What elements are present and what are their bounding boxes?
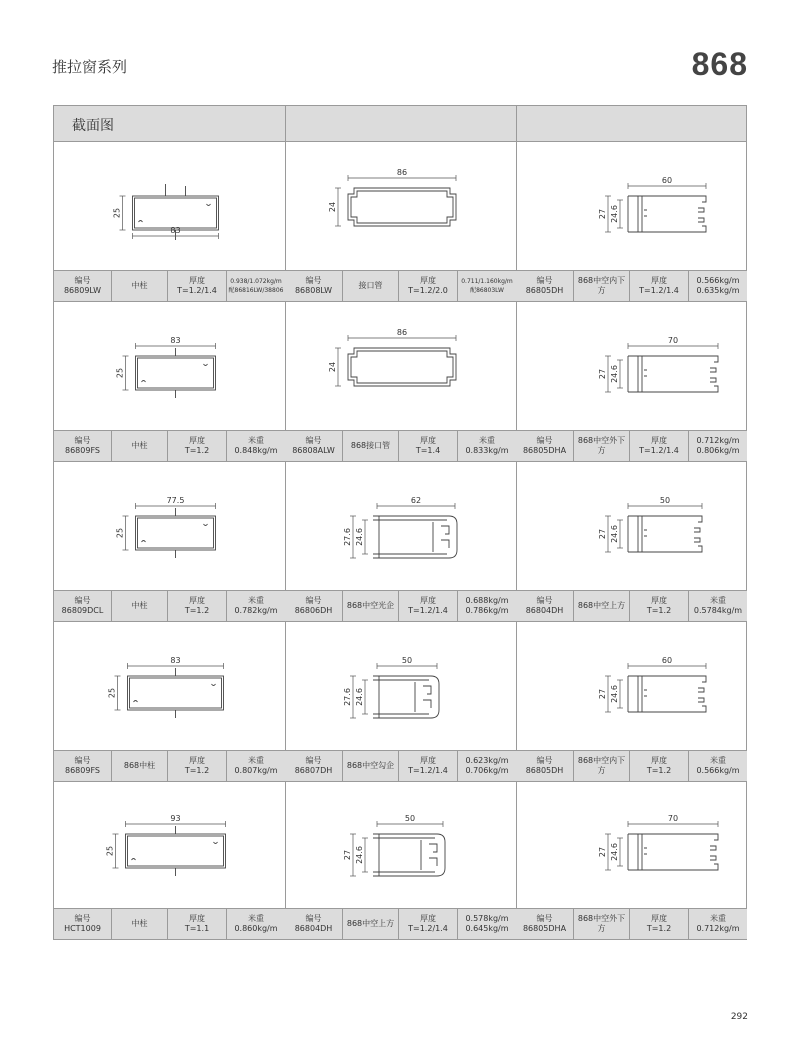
profile-weight-text: 米重	[248, 756, 264, 765]
profile-code	[54, 909, 111, 939]
width-dimension	[628, 656, 706, 669]
inner-height-dimension	[610, 680, 623, 708]
profile-weight-text: 0.706kg/m	[465, 766, 509, 775]
profile-drawing	[54, 142, 285, 270]
profile-thickness-text: 厚度	[420, 436, 436, 445]
profile-name-text: 868中空外下方	[577, 436, 626, 455]
profile-weight-text: 0.623kg/m	[465, 756, 509, 765]
height-dimension	[328, 188, 341, 226]
profile-thickness	[399, 751, 457, 781]
profile-cell	[54, 622, 285, 782]
profile-info-row	[54, 590, 285, 622]
dimension-label: 27	[598, 846, 607, 858]
profile-drawing	[516, 780, 747, 908]
profile-weight-text: 米重	[248, 914, 264, 923]
dimension-label: 83	[170, 336, 181, 345]
profile-code-text: 编号	[305, 914, 322, 923]
dimension-label: 25	[115, 367, 125, 379]
inner-height-dimension	[610, 838, 623, 866]
profile-info-row	[54, 750, 285, 782]
profile-code-text: 编号	[74, 914, 91, 923]
series-title: 推拉窗系列	[52, 58, 128, 76]
dimension-label: 50	[404, 814, 416, 823]
profile-info-row	[285, 750, 516, 782]
page-number: 292	[730, 1012, 748, 1022]
profile-code	[54, 591, 111, 621]
profile-thickness-text: T=1.2	[184, 766, 210, 775]
profile-thickness	[399, 591, 457, 621]
profile-weight-text: 0.645kg/m	[465, 924, 509, 933]
dimension-label: 24.6	[610, 525, 619, 543]
profile-thickness-text: T=1.4	[415, 446, 441, 455]
profile-cell	[54, 462, 285, 622]
profile-weight-text: 0.712kg/m	[696, 924, 740, 933]
width-dimension	[136, 496, 216, 509]
profile-weight	[688, 751, 747, 781]
profile-info-row	[285, 908, 516, 940]
width-dimension	[377, 656, 437, 669]
profile-name	[111, 431, 168, 461]
profile-code	[516, 431, 573, 461]
profile-code-text: 86805DH	[525, 766, 564, 775]
profile-code	[54, 271, 111, 301]
profile-drawing	[285, 780, 516, 908]
inner-height-dimension	[610, 520, 623, 548]
dimension-label: 70	[667, 814, 679, 823]
profile-name-text: 868中柱	[123, 761, 156, 770]
profile-name	[573, 271, 630, 301]
profile-info-row	[516, 270, 747, 302]
profile-cell	[285, 302, 516, 462]
profile-cell	[285, 780, 516, 940]
dimension-label: 27	[598, 208, 607, 220]
profile-code-text: 编号	[305, 756, 322, 765]
dimension-label: 24.6	[610, 685, 619, 703]
profile-name	[111, 591, 168, 621]
profile-drawing	[285, 302, 516, 430]
profile-name-text: 868中空内下方	[577, 276, 626, 295]
profile-code-text: 编号	[536, 914, 553, 923]
profile-cross-section	[136, 508, 216, 558]
series-number: 868	[691, 46, 748, 82]
profile-name	[111, 751, 168, 781]
profile-thickness-text: T=1.2	[646, 924, 672, 933]
profile-info-row	[54, 430, 285, 462]
profile-info-row	[516, 430, 747, 462]
height-dimension	[108, 676, 121, 710]
profile-thickness-text: T=1.2	[184, 446, 210, 455]
dimension-label: 77.5	[166, 496, 185, 505]
dimension-label: 24	[328, 361, 337, 373]
profile-code-text: 86808LW	[294, 286, 333, 295]
profile-code-text: 86809DCL	[61, 606, 104, 615]
inner-height-dimension	[355, 838, 368, 872]
profile-name-text: 868中空光企	[346, 601, 395, 610]
profile-name-text: 868中空外下方	[577, 914, 626, 933]
profile-name	[573, 591, 630, 621]
profile-code	[516, 271, 573, 301]
profile-cross-section	[126, 826, 226, 876]
inner-height-dimension	[355, 680, 368, 714]
profile-thickness	[630, 909, 688, 939]
width-dimension	[628, 496, 702, 509]
dimension-label: 93	[170, 814, 181, 823]
profile-thickness-text: 厚度	[189, 756, 205, 765]
profile-thickness-text: T=1.2/1.4	[639, 286, 679, 295]
profile-weight-text: 0.848kg/m	[234, 446, 278, 455]
profile-weight-text: 0.807kg/m	[234, 766, 278, 775]
width-dimension	[348, 168, 456, 181]
profile-name-text: 868中空上方	[346, 919, 395, 928]
width-dimension	[136, 336, 216, 349]
profile-weight	[457, 271, 516, 301]
profile-code-text: 86804DH	[525, 606, 564, 615]
profile-weight	[688, 591, 747, 621]
profile-name	[573, 751, 630, 781]
profile-code-text: 编号	[536, 276, 553, 285]
profile-thickness-text: 厚度	[651, 436, 667, 445]
profile-cell	[516, 142, 747, 302]
profile-weight-text: 0.786kg/m	[465, 606, 509, 615]
width-dimension	[377, 814, 443, 827]
profile-weight-text: 米重	[479, 436, 495, 445]
profile-cell	[54, 780, 285, 940]
profile-name	[342, 751, 399, 781]
profile-name-text: 中柱	[131, 441, 148, 450]
profile-name	[573, 431, 630, 461]
profile-thickness	[399, 909, 457, 939]
profile-code-text: 编号	[74, 276, 91, 285]
inner-height-dimension	[610, 360, 623, 388]
dimension-label: 83	[170, 226, 181, 235]
profile-weight-text: 0.833kg/m	[465, 446, 509, 455]
dimension-label: 25	[112, 207, 122, 219]
profile-drawing	[516, 302, 747, 430]
profile-thickness-text: 厚度	[651, 596, 667, 605]
height-dimension	[116, 356, 129, 390]
profile-code-text: 86808ALW	[292, 446, 335, 455]
section-label: 截面图	[72, 118, 114, 134]
profile-thickness-text: T=1.2	[646, 606, 672, 615]
profile-weight	[457, 431, 516, 461]
dimension-label: 50	[401, 656, 413, 665]
profile-drawing	[54, 302, 285, 430]
dimension-label: 24.6	[355, 528, 364, 546]
profile-info-row	[54, 908, 285, 940]
height-dimension	[106, 834, 119, 868]
profile-cross-section	[628, 516, 702, 552]
profile-weight-text: 米重	[248, 436, 264, 445]
profile-code-text: 编号	[305, 436, 322, 445]
profile-thickness-text: 厚度	[189, 436, 205, 445]
profile-info-row	[516, 908, 747, 940]
profile-cell	[285, 142, 516, 302]
profile-code	[516, 909, 573, 939]
profile-thickness	[168, 751, 226, 781]
profile-cross-section	[128, 668, 224, 718]
profile-name	[111, 271, 168, 301]
profile-thickness-text: T=1.2/1.4	[408, 924, 448, 933]
dimension-label: 60	[661, 656, 673, 665]
profile-drawing	[516, 142, 747, 270]
profile-code	[516, 751, 573, 781]
profile-thickness-text: T=1.1	[184, 924, 210, 933]
profile-cell	[516, 302, 747, 462]
profile-thickness-text: T=1.2	[646, 766, 672, 775]
profile-thickness	[168, 271, 226, 301]
profile-thickness	[399, 431, 457, 461]
dimension-label: 86	[396, 328, 408, 337]
profile-code-text: 86804DH	[294, 924, 333, 933]
profile-thickness-text: 厚度	[420, 596, 436, 605]
dimension-label: 24.6	[355, 688, 364, 706]
profile-weight	[226, 751, 285, 781]
profile-code-text: 86806DH	[294, 606, 333, 615]
width-dimension	[628, 176, 706, 189]
profile-thickness	[399, 271, 457, 301]
profile-weight-text: 米重	[710, 596, 726, 605]
profile-thickness-text: T=1.2/2.0	[408, 286, 448, 295]
profile-code-text: 编号	[536, 436, 553, 445]
profile-cell	[285, 622, 516, 782]
width-dimension	[377, 496, 455, 509]
dimension-label: 27	[343, 849, 352, 861]
dimension-label: 25	[115, 527, 125, 539]
profile-cross-section	[628, 834, 718, 870]
profile-name-text: 中柱	[131, 919, 148, 928]
profile-thickness-text: 厚度	[651, 914, 667, 923]
profile-name-text: 868中空内下方	[577, 756, 626, 775]
inner-height-dimension	[610, 200, 623, 228]
dimension-label: 70	[667, 336, 679, 345]
profile-thickness-text: T=1.2/1.4	[408, 766, 448, 775]
profile-name-text: 中柱	[131, 281, 148, 290]
profile-thickness-text: 厚度	[651, 756, 667, 765]
profile-cross-section	[373, 516, 457, 558]
table-header-bar	[54, 105, 746, 142]
profile-code	[285, 591, 342, 621]
profile-cross-section	[348, 348, 456, 386]
profile-weight	[457, 751, 516, 781]
dimension-label: 24	[328, 201, 337, 213]
profile-name	[342, 591, 399, 621]
profile-info-row	[516, 750, 747, 782]
profile-code-text: 86809FS	[65, 446, 100, 455]
profile-name	[342, 909, 399, 939]
profile-code-text: 86805DHA	[522, 446, 567, 455]
profile-drawing	[285, 622, 516, 750]
profile-name	[342, 431, 399, 461]
profile-code-text: 86805DHA	[522, 924, 567, 933]
dimension-label: 25	[105, 845, 115, 857]
profile-weight	[688, 909, 747, 939]
profile-drawing	[285, 462, 516, 590]
profile-cross-section	[628, 676, 706, 712]
profile-code-text: 编号	[74, 596, 91, 605]
profile-weight	[226, 591, 285, 621]
profile-thickness-text: 厚度	[189, 276, 205, 285]
profile-thickness	[630, 591, 688, 621]
profile-thickness	[630, 431, 688, 461]
profile-code-text: 86809LW	[63, 286, 102, 295]
profile-cross-section	[628, 356, 718, 392]
profile-info-row	[285, 270, 516, 302]
profile-cell	[516, 780, 747, 940]
profile-cross-section	[136, 348, 216, 398]
profile-drawing	[54, 780, 285, 908]
profile-code-text: HCT1009	[64, 924, 101, 933]
profile-drawing	[54, 462, 285, 590]
profile-weight-text: 0.712kg/m	[696, 436, 740, 445]
profile-info-row	[285, 430, 516, 462]
profile-thickness-text: 厚度	[189, 914, 205, 923]
profile-weight-text: 0.635kg/m	[696, 286, 740, 295]
dimension-label: 25	[107, 687, 117, 699]
profile-weight-text: 0.860kg/m	[234, 924, 278, 933]
profile-weight	[226, 271, 285, 301]
height-dimension	[113, 196, 126, 230]
profile-catalog-table	[53, 105, 747, 940]
profile-name-text: 868中空上方	[577, 601, 626, 610]
profile-weight-text: 0.566kg/m	[696, 766, 740, 775]
profile-thickness-text: 厚度	[420, 756, 436, 765]
profile-name	[573, 909, 630, 939]
inner-height-dimension	[355, 520, 368, 554]
profile-code	[516, 591, 573, 621]
profile-weight-text: 米重	[710, 756, 726, 765]
profile-thickness	[630, 751, 688, 781]
profile-weight-text: 配86816LW/38806	[228, 287, 284, 294]
profile-code	[285, 909, 342, 939]
profile-weight-text: 0.938/1.072kg/m	[230, 278, 282, 285]
dimension-label: 24.6	[355, 846, 364, 864]
dimension-label: 50	[659, 496, 671, 505]
dimension-label: 24.6	[610, 205, 619, 223]
dimension-label: 24.6	[610, 365, 619, 383]
profile-weight-text: 配86803LW	[470, 287, 504, 294]
profile-weight	[688, 431, 747, 461]
height-dimension	[328, 348, 341, 386]
profile-code-text: 编号	[536, 756, 553, 765]
profile-weight-text: 0.806kg/m	[696, 446, 740, 455]
profile-cross-section	[348, 188, 456, 226]
dimension-label: 24.6	[610, 843, 619, 861]
profile-drawing	[54, 622, 285, 750]
profile-cell	[54, 302, 285, 462]
profile-code-text: 编号	[536, 596, 553, 605]
profile-name-text: 868中空勾企	[346, 761, 395, 770]
profile-weight	[688, 271, 747, 301]
profile-code-text: 编号	[305, 596, 322, 605]
profile-code	[54, 431, 111, 461]
profile-drawing	[516, 622, 747, 750]
profile-code	[285, 271, 342, 301]
profile-weight-text: 米重	[710, 914, 726, 923]
profile-cell	[285, 462, 516, 622]
height-dimension	[116, 516, 129, 550]
width-dimension	[348, 328, 456, 341]
dimension-label: 83	[170, 656, 181, 665]
dimension-label: 60	[661, 176, 673, 185]
profile-weight-text: 0.782kg/m	[234, 606, 278, 615]
profile-thickness	[168, 591, 226, 621]
profile-drawing	[285, 142, 516, 270]
profile-weight-text: 0.5784kg/m	[693, 606, 743, 615]
profile-code-text: 86805DH	[525, 286, 564, 295]
profile-code-text: 86807DH	[294, 766, 333, 775]
profile-cross-section	[628, 196, 706, 232]
profile-code-text: 86809FS	[65, 766, 100, 775]
profile-thickness	[168, 909, 226, 939]
profile-weight	[226, 909, 285, 939]
profile-cell	[54, 142, 285, 302]
profile-cell	[516, 462, 747, 622]
profile-code	[285, 751, 342, 781]
dimension-label: 27	[598, 528, 607, 540]
profile-thickness-text: 厚度	[189, 596, 205, 605]
profile-thickness-text: 厚度	[420, 276, 436, 285]
profile-weight-text: 米重	[248, 596, 264, 605]
dimension-label: 62	[410, 496, 422, 505]
profile-weight-text: 0.711/1.160kg/m	[461, 278, 513, 285]
profile-weight-text: 0.578kg/m	[465, 914, 509, 923]
dimension-label: 86	[396, 168, 408, 177]
profile-name-text: 接口管	[358, 281, 383, 290]
width-dimension	[128, 656, 224, 669]
profile-cell	[516, 622, 747, 782]
profile-weight	[457, 909, 516, 939]
dimension-label: 27.6	[343, 688, 352, 706]
profile-code-text: 编号	[74, 436, 91, 445]
profile-weight-text: 0.688kg/m	[465, 596, 509, 605]
profile-thickness	[630, 271, 688, 301]
profile-thickness-text: 厚度	[420, 914, 436, 923]
profile-thickness-text: T=1.2/1.4	[408, 606, 448, 615]
profile-name-text: 868接口管	[350, 441, 391, 450]
width-dimension	[628, 814, 718, 827]
width-dimension	[628, 336, 718, 349]
profile-name-text: 中柱	[131, 601, 148, 610]
profile-weight-text: 0.566kg/m	[696, 276, 740, 285]
profile-code-text: 编号	[305, 276, 322, 285]
profile-code	[285, 431, 342, 461]
profile-name	[342, 271, 399, 301]
profile-info-row	[516, 590, 747, 622]
dimension-label: 27.6	[343, 528, 352, 546]
profile-code-text: 编号	[74, 756, 91, 765]
dimension-label: 27	[598, 368, 607, 380]
profile-thickness-text: T=1.2	[184, 606, 210, 615]
profile-thickness-text: T=1.2/1.4	[639, 446, 679, 455]
profile-cross-section	[373, 834, 445, 876]
profile-cross-section	[373, 676, 439, 718]
profile-thickness-text: T=1.2/1.4	[177, 286, 217, 295]
profile-thickness	[168, 431, 226, 461]
profile-weight	[457, 591, 516, 621]
dimension-label: 27	[598, 688, 607, 700]
profile-thickness-text: 厚度	[651, 276, 667, 285]
profile-code	[54, 751, 111, 781]
profile-weight	[226, 431, 285, 461]
profile-info-row	[54, 270, 285, 302]
profile-drawing	[516, 462, 747, 590]
profile-name	[111, 909, 168, 939]
profile-info-row	[285, 590, 516, 622]
width-dimension	[126, 814, 226, 827]
